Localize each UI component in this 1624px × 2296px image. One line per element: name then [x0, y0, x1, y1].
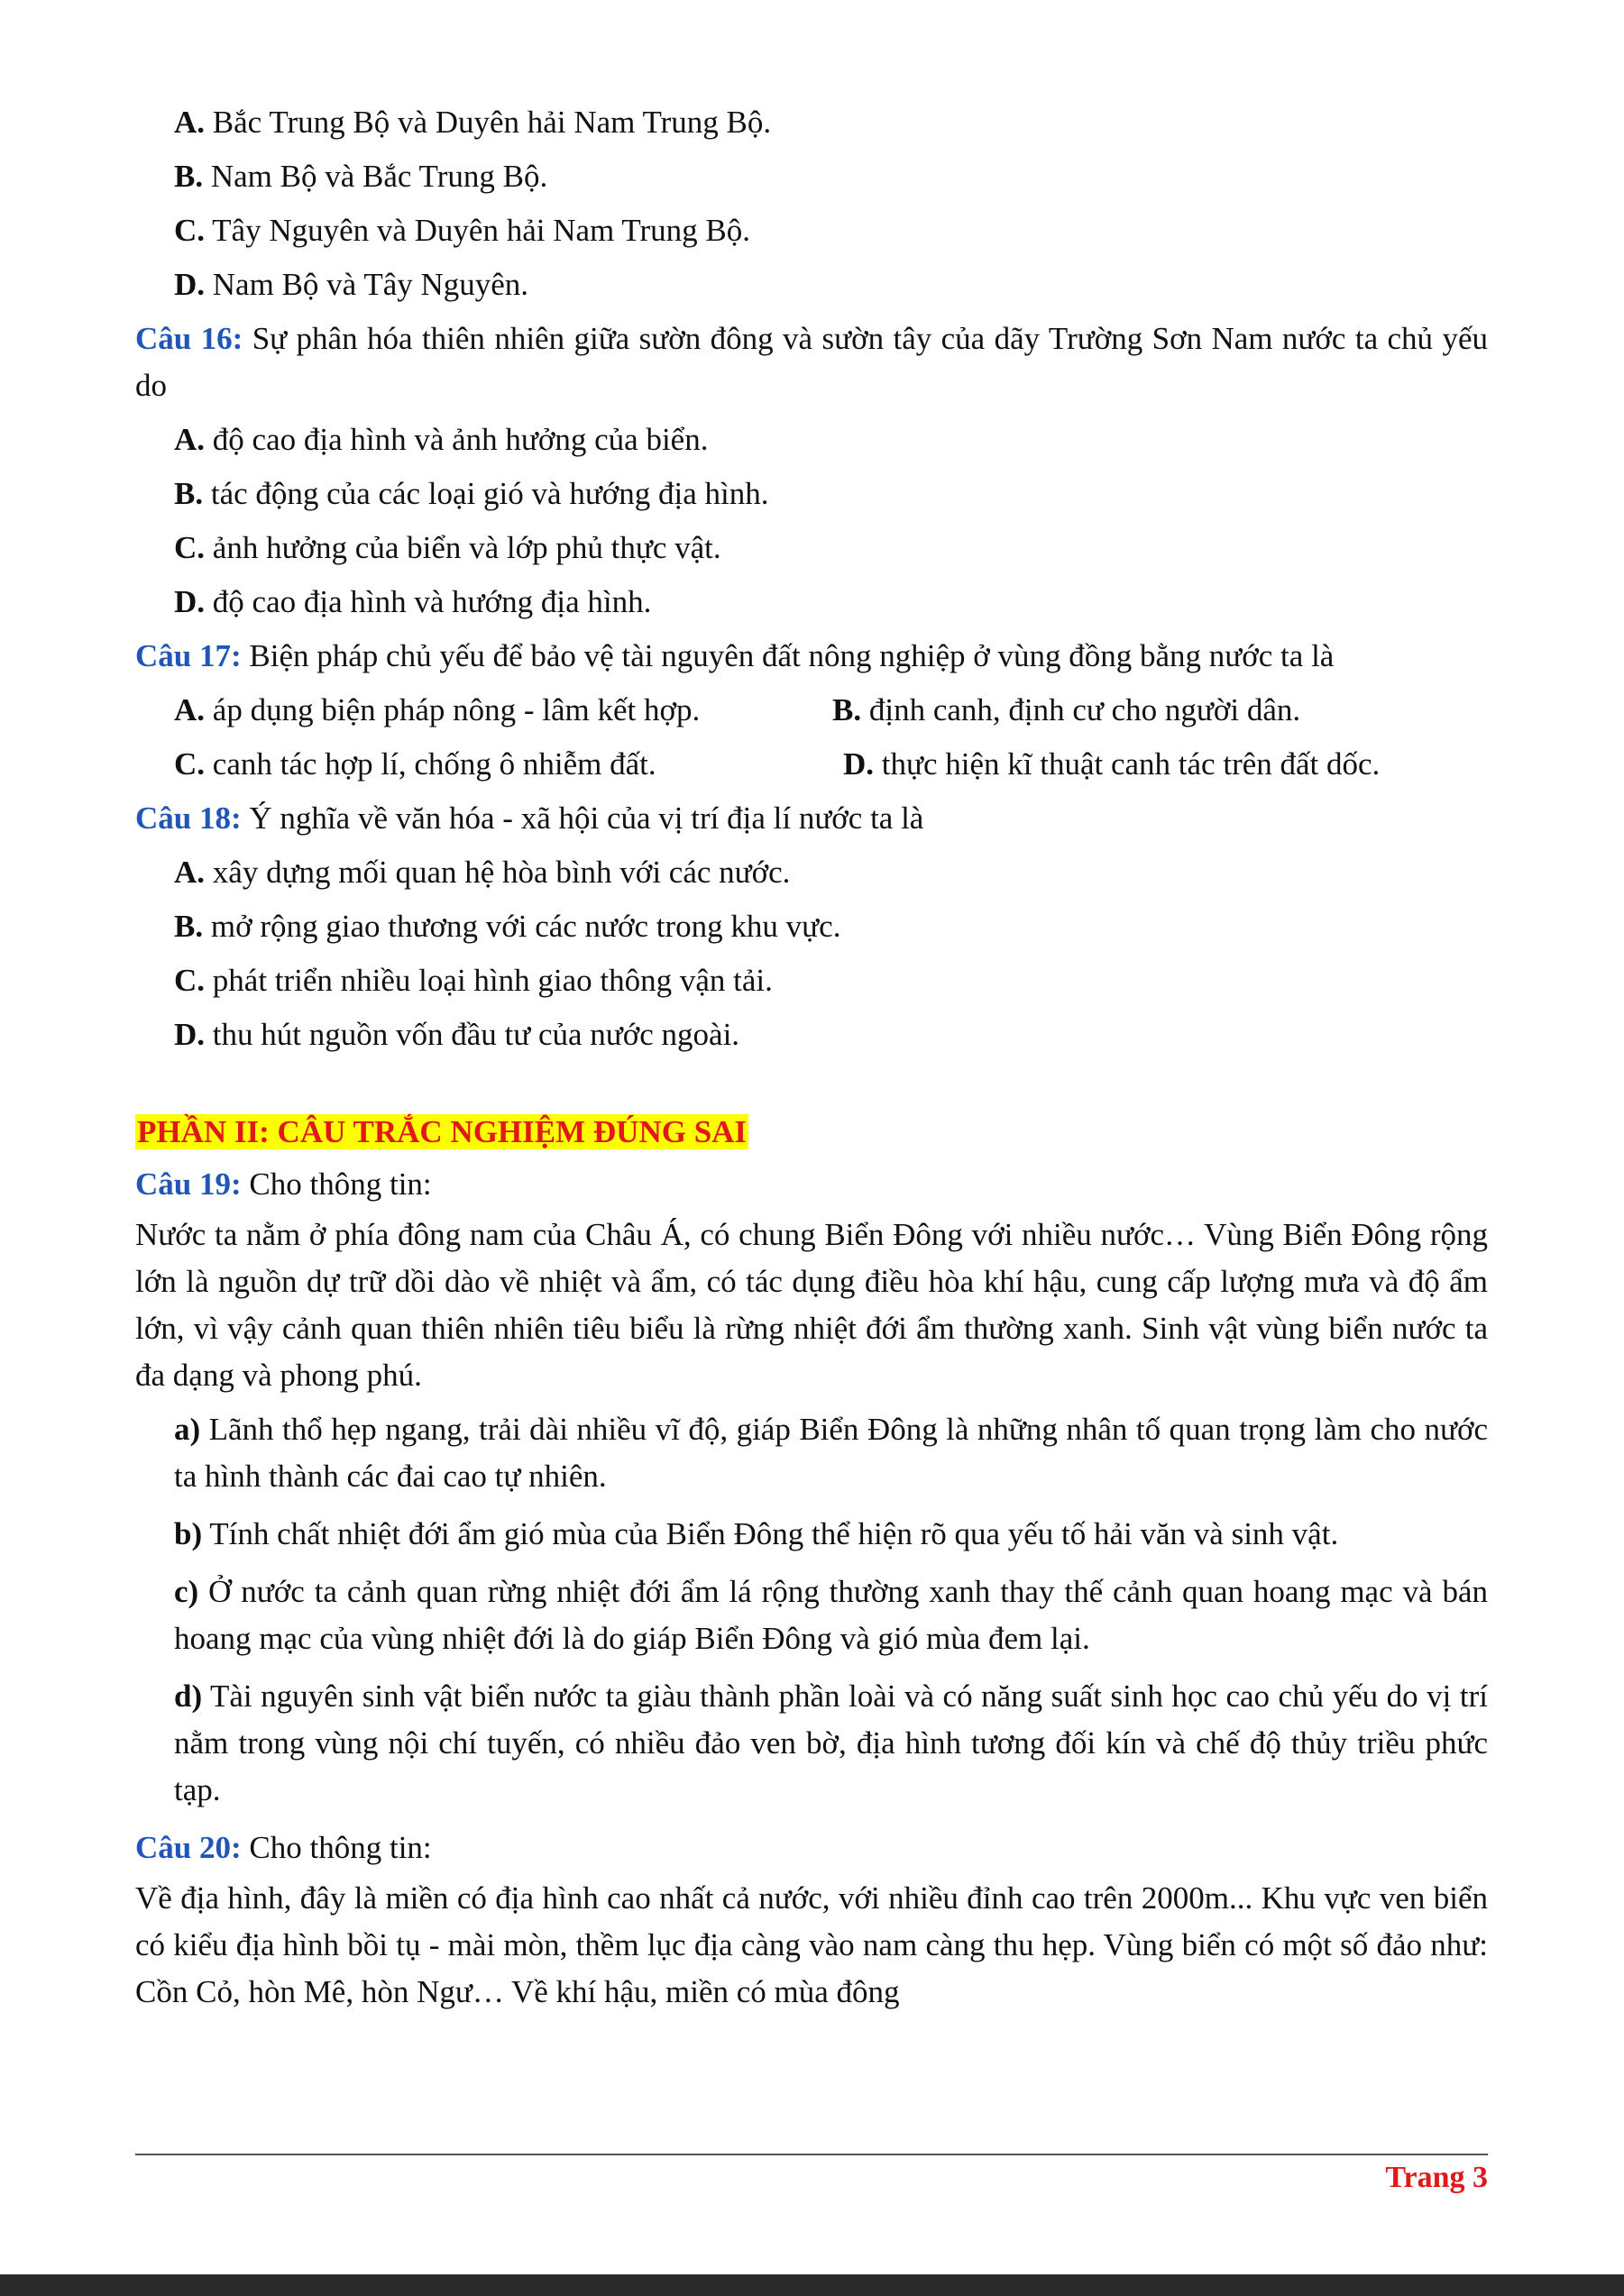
question-20: [135, 1825, 1488, 1871]
statement-label: a): [174, 1412, 201, 1447]
option-label: D.: [174, 1017, 206, 1052]
q19-statements: [135, 1406, 1488, 1814]
option-label: B.: [174, 159, 204, 194]
footer-rule: [135, 2154, 1488, 2155]
option-text: thực hiện kĩ thuật canh tác trên đất dốc.: [874, 746, 1381, 782]
bottom-bar: [0, 2274, 1624, 2296]
option-text: mở rộng giao thương với các nước trong khu vực.: [203, 909, 841, 944]
option-text: Tây Nguyên và Duyên hải Nam Trung Bộ.: [205, 213, 751, 248]
option-label: C.: [174, 530, 206, 565]
option-text: tác động của các loại gió và hướng địa hình.: [203, 476, 769, 511]
q19-passage: Nước ta nằm ở phía đông nam của Châu Á, có chung Biển Đông với nhiều nước… Vùng Biển Đông rộng lớn là nguồn dự trữ dồi dào về nhiệt và ẩm, có tác dụng điều hòa khí hậu, cung cấp lượng mưa và độ ẩm lớn, vì vậy cảnh quan thiên nhiên tiêu biểu là rừng nhiệt đới ẩm thường xanh. Sinh vật vùng biển nước ta đa dạng và phong phú.: [135, 1217, 1488, 1393]
q18-option-b: [174, 903, 1488, 950]
statement-text: Tính chất nhiệt đới ẩm gió mùa của Biển Đông thể hiện rõ qua yếu tố hải văn và sinh vật.: [202, 1516, 1339, 1551]
question-label: Câu 16:: [135, 321, 243, 356]
option-label: D.: [843, 746, 875, 782]
q16-option-a: [174, 416, 1488, 463]
question-text: Sự phân hóa thiên nhiên giữa sườn đông và sườn tây của dãy Trường Sơn Nam nước ta chủ yếu do: [135, 321, 1488, 403]
q16-option-d: [174, 579, 1488, 626]
option-text: Nam Bộ và Bắc Trung Bộ.: [203, 159, 548, 194]
option-text: canh tác hợp lí, chống ô nhiễm đất.: [205, 746, 656, 782]
q19-statement-d: [174, 1673, 1488, 1814]
question-label: Câu 20:: [135, 1830, 242, 1865]
q15-option-a: [174, 99, 1488, 146]
statement-label: d): [174, 1679, 203, 1714]
q16-option-b: [174, 471, 1488, 517]
q16-options: [135, 416, 1488, 626]
q19-statement-a: [174, 1406, 1488, 1500]
option-text: thu hút nguồn vốn đầu tư của nước ngoài.: [205, 1017, 740, 1052]
option-text: áp dụng biện pháp nông - lâm kết hợp.: [205, 692, 701, 727]
option-label: B.: [174, 476, 204, 511]
option-label: A.: [174, 422, 206, 457]
q15-option-d: [174, 261, 1488, 308]
q20-passage: Về địa hình, đây là miền có địa hình cao nhất cả nước, với nhiều đỉnh cao trên 2000m... Khu vực ven biển có kiểu địa hình bồi tụ - mài mòn, thềm lục địa càng vào nam càng thu hẹp. Vùng biển có một số đảo như: Cồn Cỏ, hòn Mê, hòn Ngư… Về khí hậu, miền có mùa đông: [135, 1880, 1488, 2009]
option-label: A.: [174, 692, 206, 727]
question-16: [135, 316, 1488, 409]
question-label: Câu 18:: [135, 800, 242, 836]
option-label: A.: [174, 855, 206, 890]
option-text: ảnh hưởng của biển và lớp phủ thực vật.: [205, 530, 721, 565]
question-text: Cho thông tin:: [241, 1830, 432, 1865]
q18-option-a: [174, 849, 1488, 896]
option-text: định canh, định cư cho người dân.: [861, 692, 1301, 727]
statement-text: Tài nguyên sinh vật biển nước ta giàu thành phần loài và có năng suất sinh học cao chủ yếu do vị trí nằm trong vùng nội chí tuyến, có nhiều đảo ven bờ, địa hình tương đối kín và chế độ thủy triều phức tạp.: [174, 1679, 1488, 1807]
question-text: Ý nghĩa về văn hóa - xã hội của vị trí địa lí nước ta là: [241, 800, 924, 836]
q19-statement-b: [174, 1511, 1488, 1558]
option-label: B.: [832, 692, 862, 727]
option-text: độ cao địa hình và hướng địa hình.: [205, 584, 652, 619]
option-label: D.: [174, 584, 206, 619]
q16-option-c: [174, 525, 1488, 572]
q19-statement-c: [174, 1569, 1488, 1662]
q18-options: [135, 849, 1488, 1058]
option-label: C.: [174, 746, 206, 782]
option-text: phát triển nhiều loại hình giao thông vận tải.: [205, 963, 773, 998]
page-content: [135, 92, 1488, 2023]
option-text: Bắc Trung Bộ và Duyên hải Nam Trung Bộ.: [205, 105, 772, 140]
question-label: Câu 19:: [135, 1166, 242, 1202]
q17-option-c: [174, 741, 843, 788]
q15-option-b: [174, 153, 1488, 200]
option-label: C.: [174, 963, 206, 998]
q17-options-row-2: [174, 741, 1488, 788]
option-text: Nam Bộ và Tây Nguyên.: [205, 267, 529, 302]
q17-option-b: [832, 687, 1300, 734]
question-text: Cho thông tin:: [241, 1166, 432, 1202]
option-label: C.: [174, 213, 206, 248]
q18-option-c: [174, 957, 1488, 1004]
statement-label: c): [174, 1574, 199, 1609]
statement-label: b): [174, 1516, 203, 1551]
statement-text: Lãnh thổ hẹp ngang, trải dài nhiều vĩ độ, giáp Biển Đông là những nhân tố quan trọng làm cho nước ta hình thành các đai cao tự nhiên.: [174, 1412, 1488, 1494]
option-text: xây dựng mối quan hệ hòa bình với các nước.: [205, 855, 791, 890]
page-number: Trang 3: [1385, 2161, 1488, 2194]
question-text: Biện pháp chủ yếu để bảo vệ tài nguyên đất nông nghiệp ở vùng đồng bằng nước ta là: [241, 638, 1335, 673]
option-label: B.: [174, 909, 204, 944]
section-heading: [135, 1109, 1488, 1156]
q18-option-d: [174, 1011, 1488, 1058]
q15-option-c: [174, 207, 1488, 254]
question-17: [135, 633, 1488, 680]
q17-options: [135, 687, 1488, 788]
question-label: Câu 17:: [135, 638, 242, 673]
question-18: [135, 795, 1488, 842]
option-text: độ cao địa hình và ảnh hưởng của biển.: [205, 422, 709, 457]
question-19: [135, 1161, 1488, 1208]
q17-option-d: [843, 741, 1380, 788]
option-label: A.: [174, 105, 206, 140]
statement-text: Ở nước ta cảnh quan rừng nhiệt đới ẩm lá rộng thường xanh thay thế cảnh quan hoang mạc và bán hoang mạc của vùng nhiệt đới là do giáp Biển Đông và gió mùa đem lại.: [174, 1574, 1488, 1656]
section-title: PHẦN II: CÂU TRẮC NGHIỆM ĐÚNG SAI: [137, 1114, 748, 1149]
option-label: D.: [174, 267, 206, 302]
q17-option-a: [174, 687, 832, 734]
q17-options-row-1: [174, 687, 1488, 734]
q15-options: [135, 99, 1488, 308]
